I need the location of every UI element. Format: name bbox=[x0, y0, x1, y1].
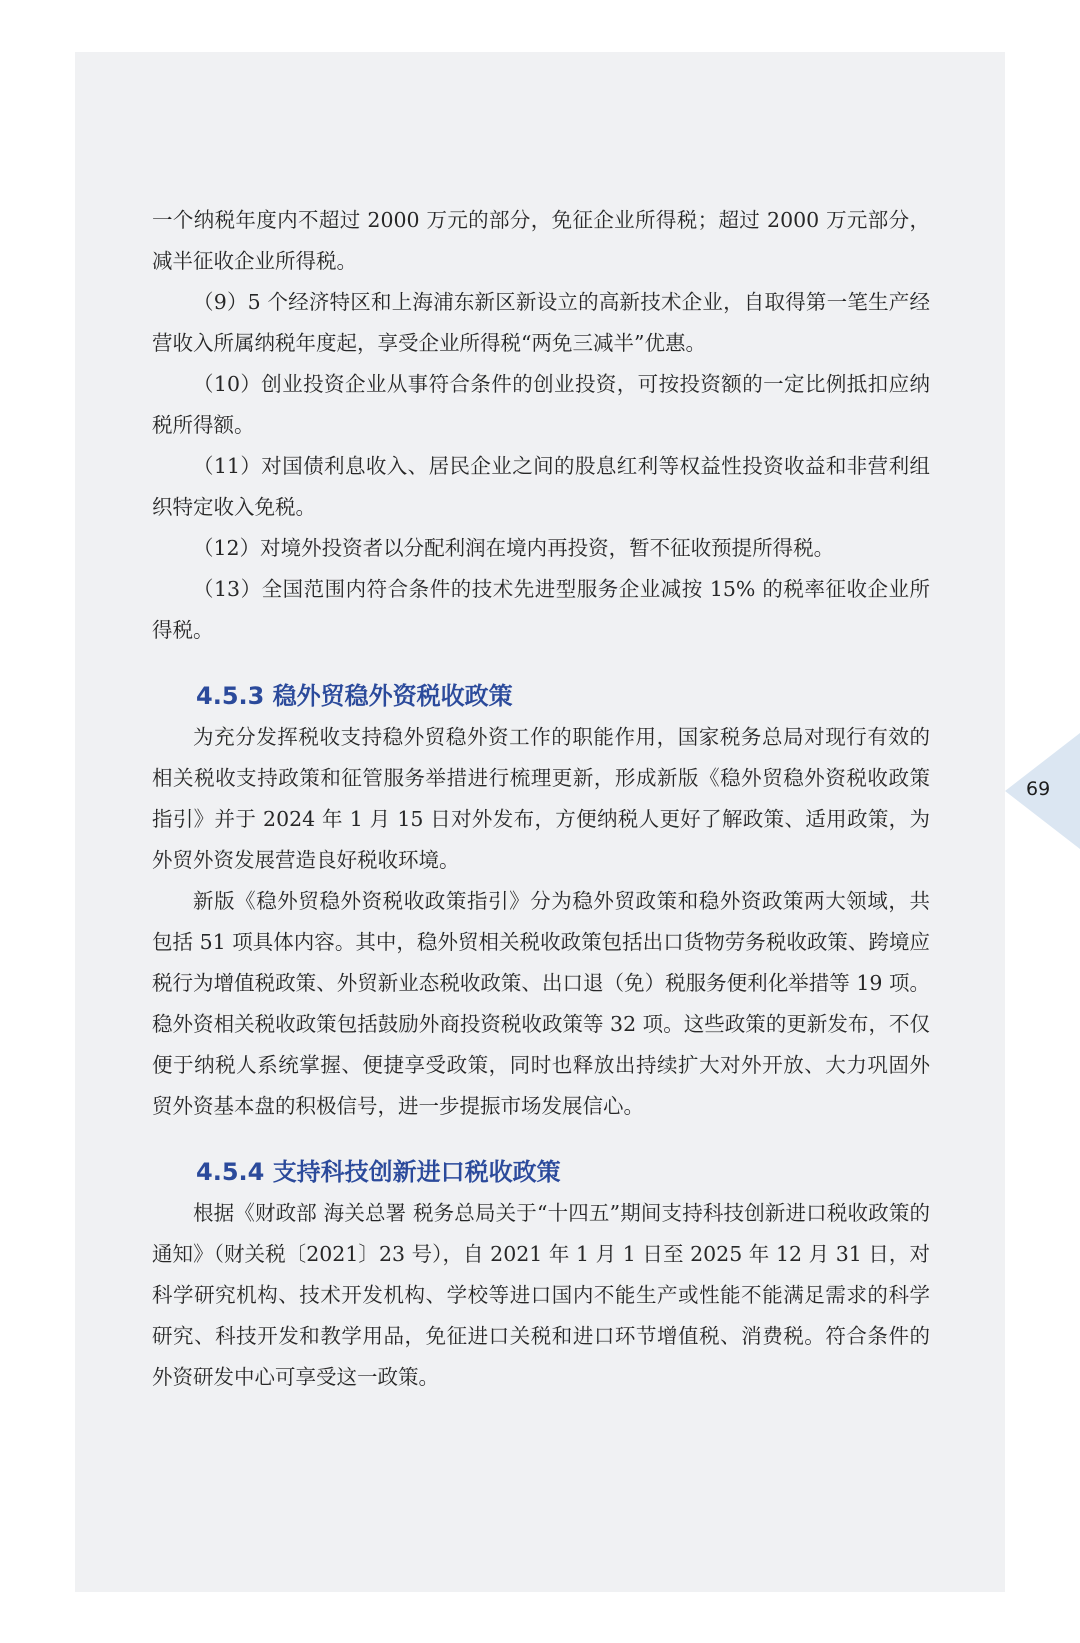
list-item-11: （11）对国债利息收入、居民企业之间的股息红利等权益性投资收益和非营利组织特定收入免税。 bbox=[152, 454, 930, 519]
list-item-12: （12）对境外投资者以分配利润在境内再投资，暂不征收预提所得税。 bbox=[193, 536, 835, 560]
section-4-5-4-paragraph-1: 根据《财政部 海关总署 税务总局关于“十四五”期间支持科技创新进口税收政策的通知》（财关税〔2021〕23 号），自 2021 年 1 月 1 日至 2025 年 12 月 31 日，对科学研究机构、技术开发机构、学校等进口国内不能生产或性能不能满足需求的科学研究、科技开发和教学用品，免征进口关税和进口环节增值税、消费税。符合条件的外资研发中心可享受这一政策。 bbox=[152, 1201, 930, 1389]
list-item-9: （9）5 个经济特区和上海浦东新区新设立的高新技术企业，自取得第一笔生产经营收入所属纳税年度起，享受企业所得税“两免三减半”优惠。 bbox=[152, 290, 930, 355]
section-4-5-3-paragraph-2: 新版《稳外贸稳外资税收政策指引》分为稳外贸政策和稳外资政策两大领域，共包括 51 项具体内容。其中，稳外贸相关税收政策包括出口货物劳务税收政策、跨境应税行为增值税政策、外贸新业态税收政策、出口退（免）税服务便利化举措等 19 项。稳外资相关税收政策包括鼓励外商投资税收政策等 32 项。这些政策的更新发布，不仅便于纳税人系统掌握、便捷享受政策，同时也释放出持续扩大对外开放、大力巩固外贸外资基本盘的积极信号，进一步提振市场发展信心。 bbox=[152, 889, 930, 1118]
page-number: 69 bbox=[1026, 778, 1051, 800]
list-item-13: （13）全国范围内符合条件的技术先进型服务企业减按 15% 的税率征收企业所得税。 bbox=[152, 577, 930, 642]
section-4-5-3-paragraph-1: 为充分发挥税收支持稳外贸稳外资工作的职能作用，国家税务总局对现行有效的相关税收支持政策和征管服务举措进行梳理更新，形成新版《稳外贸稳外资税收政策指引》并于 2024 年 1 月 15 日对外发布，方便纳税人更好了解政策、适用政策，为外贸外资发展营造良好税收环境。 bbox=[152, 725, 930, 872]
page-content bbox=[152, 200, 930, 1398]
section-heading-4-5-4: 4.5.4 支持科技创新进口税收政策 bbox=[196, 1158, 561, 1186]
paragraph-continued: 一个纳税年度内不超过 2000 万元的部分，免征企业所得税；超过 2000 万元部分，减半征收企业所得税。 bbox=[152, 208, 930, 273]
list-item-10: （10）创业投资企业从事符合条件的创业投资，可按投资额的一定比例抵扣应纳税所得额。 bbox=[152, 372, 930, 437]
section-heading-4-5-3: 4.5.3 稳外贸稳外资税收政策 bbox=[196, 682, 513, 710]
